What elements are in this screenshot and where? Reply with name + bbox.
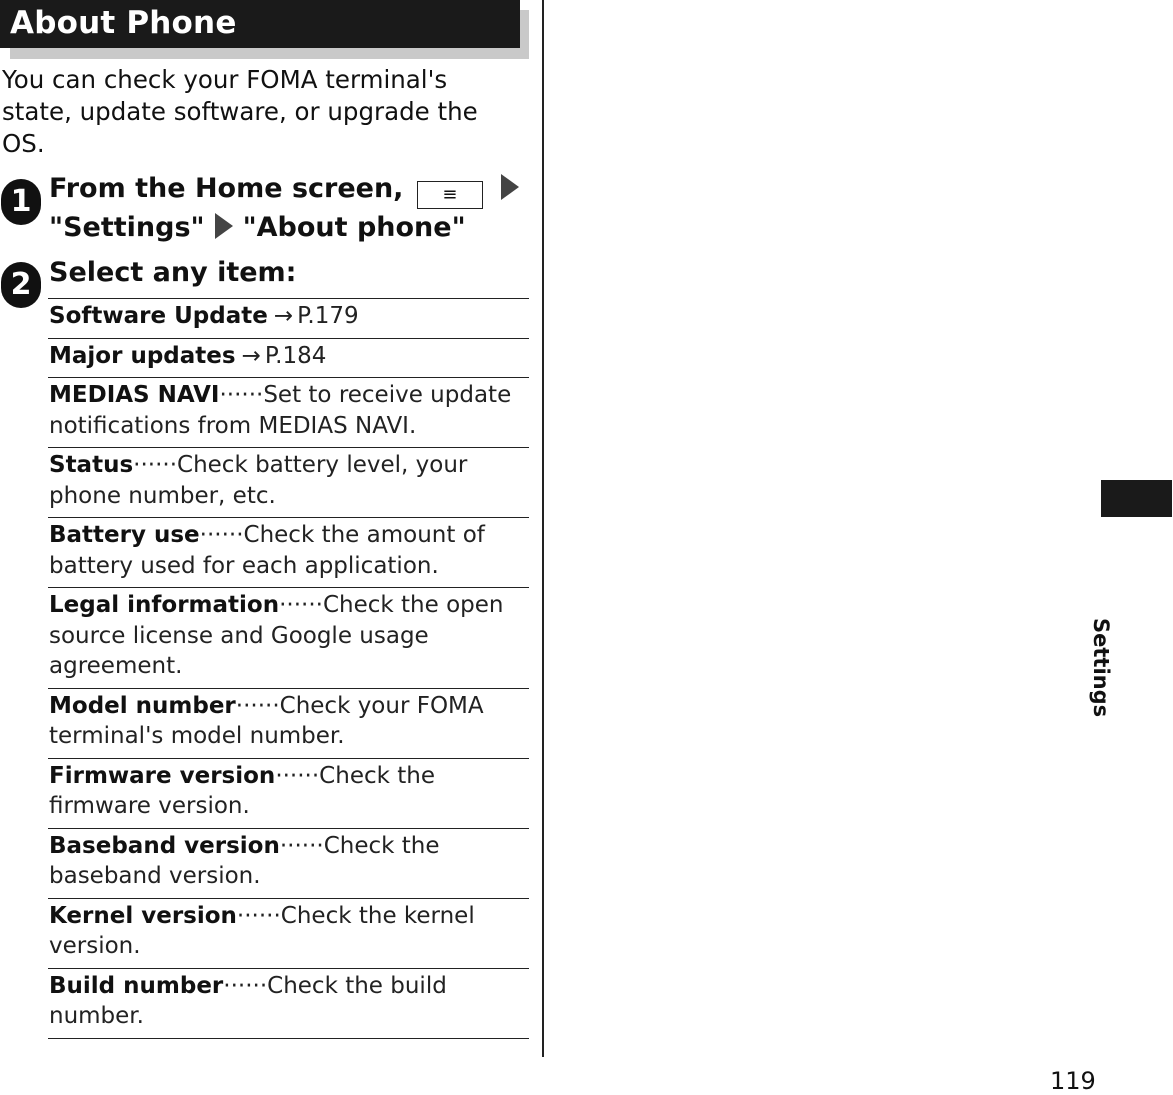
- item-name: Battery use: [49, 522, 200, 548]
- item-name: Software Update: [49, 303, 268, 329]
- item-desc: ······Check the build number.: [49, 972, 447, 1029]
- item-desc: ······Set to receive update notifications from MEDIAS NAVI.: [49, 382, 512, 439]
- item-desc: ······Check the baseband version.: [49, 832, 440, 889]
- triangle-arrow-icon: [501, 174, 519, 200]
- item-desc: ······Check the kernel version.: [49, 902, 475, 959]
- column-divider: [542, 0, 544, 1057]
- step-1-text: [49, 170, 529, 246]
- item-name: Major updates: [49, 342, 236, 369]
- menu-key-icon: ≡: [417, 181, 483, 209]
- item-name: Model number: [49, 692, 236, 719]
- list-item: [48, 969, 529, 1039]
- intro-text: You can check your FOMA terminal's state, update software, or upgrade the OS.: [2, 65, 478, 158]
- item-desc: P.179: [297, 303, 359, 329]
- item-name: Firmware version: [49, 762, 276, 789]
- triangle-arrow-icon: [215, 213, 233, 239]
- item-name: MEDIAS NAVI: [49, 382, 220, 408]
- list-item: [48, 689, 529, 759]
- step-2-text: Select any item:: [49, 257, 297, 288]
- page-number: 119: [1050, 1067, 1096, 1095]
- item-name: Status: [49, 452, 134, 478]
- step-1-number: 1: [1, 179, 41, 225]
- list-item: [48, 588, 529, 689]
- item-desc: P.184: [264, 342, 327, 369]
- chapter-tab: [1101, 480, 1172, 517]
- item-name: Build number: [49, 972, 224, 999]
- page-title: About Phone: [10, 5, 237, 41]
- step-1-about-phone: "About phone": [242, 212, 466, 243]
- list-item: [48, 518, 529, 588]
- arrow-icon: →: [241, 342, 261, 369]
- item-name: Kernel version: [49, 902, 237, 929]
- list-item: [48, 378, 529, 448]
- item-desc: ······Check the amount of battery used for each application.: [49, 522, 485, 579]
- list-item: [48, 299, 529, 339]
- item-desc: ······Check the firmware version.: [49, 762, 435, 819]
- item-desc: ······Check your FOMA terminal's model number.: [49, 692, 484, 749]
- arrow-icon: →: [273, 303, 294, 329]
- list-item: [48, 448, 529, 518]
- item-name: Legal information: [49, 592, 280, 618]
- item-name: Baseband version: [49, 832, 280, 859]
- item-desc: ······Check battery level, your phone number, etc.: [49, 452, 468, 509]
- list-item: [48, 829, 529, 899]
- item-list: [48, 298, 529, 1039]
- chapter-tab-label: Settings: [1089, 618, 1113, 718]
- list-item: [48, 759, 529, 829]
- step-2-number: 2: [1, 262, 41, 308]
- item-desc: ······Check the open source license and Google usage agreement.: [49, 592, 504, 679]
- step-1-prefix: From the Home screen,: [49, 173, 404, 204]
- section-header: [0, 0, 520, 48]
- step-1-settings: "Settings": [49, 212, 205, 243]
- list-item: [48, 899, 529, 969]
- list-item: [48, 339, 529, 379]
